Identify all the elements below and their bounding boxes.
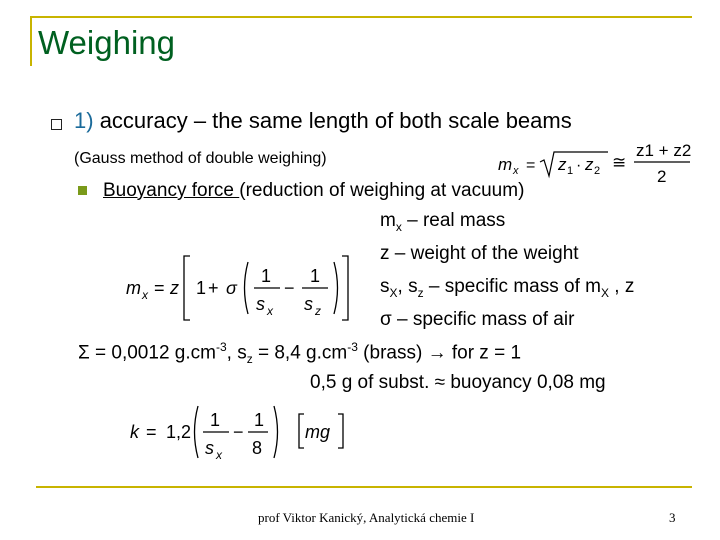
bf-right-paren [334,262,338,314]
k-formula [128,400,358,470]
k-den2: 8 [252,438,263,458]
gauss-z2-sub: 2 [594,165,601,177]
def-s-b: , s [397,276,418,297]
bullet-filled-icon [78,186,87,195]
sl-a: Σ = 0,0012 g.cm [78,342,216,364]
bullet-square-icon [51,119,62,130]
buoyancy-underlined: Buoyancy force [103,180,240,201]
bf-left-paren [245,262,249,314]
def-s-c: – specific mass of m [423,276,601,297]
sl-sup1: -3 [215,340,227,354]
sl-d: (brass) → for z = 1 [357,342,522,364]
bf-plus: + [208,278,219,298]
bf-den2-sub: z [315,304,321,318]
gauss-z1: z [558,155,567,174]
bf-z: z [170,278,179,298]
sigma-values-line [78,340,521,366]
bf-sigma: σ [226,278,237,298]
gauss-lhs-sub: x [513,165,519,177]
gauss-z2: z [585,155,594,174]
gauss-note: (Gauss method of double weighing) [74,150,327,167]
item-accuracy [74,108,572,134]
item-number: 1) [74,108,94,133]
bf-num1: 1 [261,266,272,286]
bf-lhs-sub: x [142,288,148,302]
def-s [380,276,634,300]
page-number: 3 [669,510,676,525]
slide-title: Weighing [38,24,175,61]
def-mx [380,210,505,234]
bf-right-bracket [342,256,348,320]
k-unit-right-bracket [338,414,343,448]
k-coef: 1,2 [166,422,192,442]
gauss-dot: · [576,157,582,174]
def-mx-sub: x [395,219,402,234]
def-s-d: , z [608,276,635,297]
k-eq: = [146,422,157,442]
k-unit-left-bracket [299,414,304,448]
buoyancy-heading [103,180,524,202]
bf-lhs: m [126,278,141,298]
k-den1: s [205,438,214,458]
footer-divider [36,486,692,488]
title-frame-left [30,16,32,66]
def-z: z – weight of the weight [380,243,579,264]
def-sigma: σ – specific mass of air [380,309,575,330]
k-den1-sub: x [216,448,222,462]
gauss-formula [496,136,696,188]
bf-den1-sub: x [267,304,273,318]
k-left-paren [195,406,199,458]
gauss-z1-sub: 1 [567,165,574,177]
def-mx-text: – real mass [401,210,506,231]
item-text: accuracy – the same length of both scale beams [99,108,572,133]
result-line: 0,5 g of subst. ≈ buoyancy 0,08 mg [310,372,606,393]
sl-b: , s [226,342,247,364]
bf-one: 1 [196,278,207,298]
buoyancy-formula [124,252,364,326]
title-frame-top [30,16,692,18]
sl-c: = 8,4 g.cm [252,342,348,364]
k-num1: 1 [210,410,221,430]
def-s-sub1: X [389,285,398,300]
def-s-a: s [380,276,390,297]
gauss-numerator: z1 + z2 [636,141,692,160]
gauss-denominator: 2 [657,167,667,186]
bf-num2: 1 [310,266,321,286]
gauss-eq: = [526,157,536,174]
bf-left-bracket [184,256,190,320]
gauss-lhs: m [498,155,513,174]
sl-sub: z [246,352,253,367]
def-s-sub2: z [417,285,424,300]
def-mx-symbol: m [380,210,396,231]
buoyancy-rest: (reduction of weighing at vacuum) [239,180,525,201]
bf-den2: s [304,294,313,314]
gauss-approx: ≅ [612,153,627,172]
k-num2: 1 [254,410,265,430]
footer-author: prof Viktor Kanický, Analytická chemie I [258,510,475,525]
def-s-sub3: X [600,285,609,300]
sl-sup2: -3 [347,340,358,354]
bf-eq: = [154,278,165,298]
k-unit: mg [305,422,331,442]
bf-den1: s [256,294,265,314]
bf-minus: − [284,278,295,298]
k-right-paren [274,406,278,458]
k-minus: − [233,422,244,442]
k-symbol: k [130,422,139,442]
